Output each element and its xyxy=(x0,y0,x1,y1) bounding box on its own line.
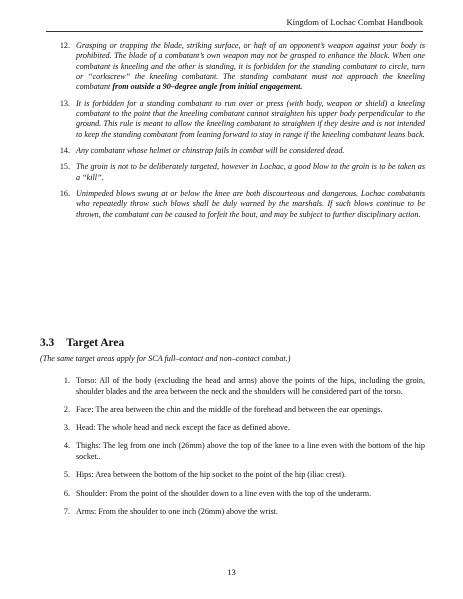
item-number: 2. xyxy=(63,404,70,414)
list-item xyxy=(50,441,425,463)
list-item xyxy=(50,423,425,434)
item-number: 12. xyxy=(59,41,70,50)
list-item xyxy=(50,41,425,93)
list-item xyxy=(50,99,425,140)
list-item xyxy=(50,162,425,183)
running-header: Kingdom of Lochac Combat Handbook xyxy=(286,17,423,27)
item-number: 5. xyxy=(63,470,70,480)
item-number: 1. xyxy=(63,376,70,385)
list-item xyxy=(50,189,425,220)
section-number: 3.3 xyxy=(40,337,55,349)
item-text: Torso: All of the body (excluding the head and arms) above the points of the hips, including the groin, shoulder blades and the area between the neck and the shoulders will be considered part of the torso. xyxy=(76,376,425,396)
item-text: Face: The area between the chin and the middle of the forehead and between the ear openings. xyxy=(76,404,383,414)
item-number: 4. xyxy=(63,441,70,451)
item-text: Hips: Area between the bottom of the hip socket to the point of the hip (iliac crest). xyxy=(76,470,347,480)
list-item xyxy=(50,470,425,481)
item-text: The groin is not to be deliberately targeted, however in Lochac, a good blow to the groin is to be taken as a “kill”. xyxy=(76,162,425,182)
list-item xyxy=(50,489,425,500)
section-heading xyxy=(40,337,124,349)
item-text: Any combatant whose helmet or chinstrap fails in combat will be considered dead. xyxy=(76,146,345,156)
item-number: 6. xyxy=(63,488,70,498)
item-number: 14. xyxy=(59,146,70,156)
rules-list xyxy=(50,41,425,226)
item-bold-text: from outside a 90–degree angle from initial engagement. xyxy=(112,82,303,92)
item-text: It is forbidden for a standing combatant to run over or press (with body, weapon or shield) a kneeling combatant to the point that the kneeling combatant cannot straighten his upper body perpendicular to the ground. This rule is meant to allow the kneeling combatant to straighten if they desire and is not intended to keep the standing combatant from leaning forward to stay in range if the kneeling combatant leans back. xyxy=(76,98,425,139)
page-number: 13 xyxy=(227,567,236,577)
item-text: Grasping or trapping the blade, striking surface, or haft of an opponent’s weapon against your body is prohibited. The blade of a combatant’s own weapon may not be grasped to enhance the block. When one combatant is kneeling and the other is standing, it is forbidden for the standing combatant to circle, turn or “corkscrew” the kneeling combatant. The standing combatant must not approach the kneeling combatant from outside a 90–degree angle from initial engagement. xyxy=(76,41,425,92)
item-text: Unimpeded blows swung at or below the knee are both discourteous and dangerous. Lochac combatants who repeatedly throw such blows shall be duly warned by the marshals. If such blows continue to be thrown, the combatant can be caused to forfeit the bout, and may be subject to further disciplinary action. xyxy=(76,189,425,219)
item-text: Head: The whole head and neck except the face as defined above. xyxy=(76,423,290,433)
list-item xyxy=(50,146,425,156)
item-number: 13. xyxy=(59,98,70,108)
item-number: 7. xyxy=(63,506,70,516)
item-text: Shoulder: From the point of the shoulder down to a line even with the top of the underarm. xyxy=(76,488,372,498)
section-note: (The same target areas apply for SCA full–contact and non–contact combat.) xyxy=(40,354,291,363)
item-text: Arms: From the shoulder to one inch (26mm) above the wrist. xyxy=(76,506,278,516)
target-area-list xyxy=(50,376,425,525)
item-text: Thighs: The leg from one inch (26mm) above the top of the knee to a line even with the bottom of the hip socket.. xyxy=(76,441,425,462)
list-item xyxy=(50,376,425,398)
item-number: 3. xyxy=(63,423,70,433)
item-number: 16. xyxy=(59,189,70,199)
list-item xyxy=(50,507,425,518)
item-number: 15. xyxy=(59,162,70,172)
list-item xyxy=(50,405,425,416)
section-title: Target Area xyxy=(66,337,125,349)
header-rule xyxy=(46,31,423,32)
